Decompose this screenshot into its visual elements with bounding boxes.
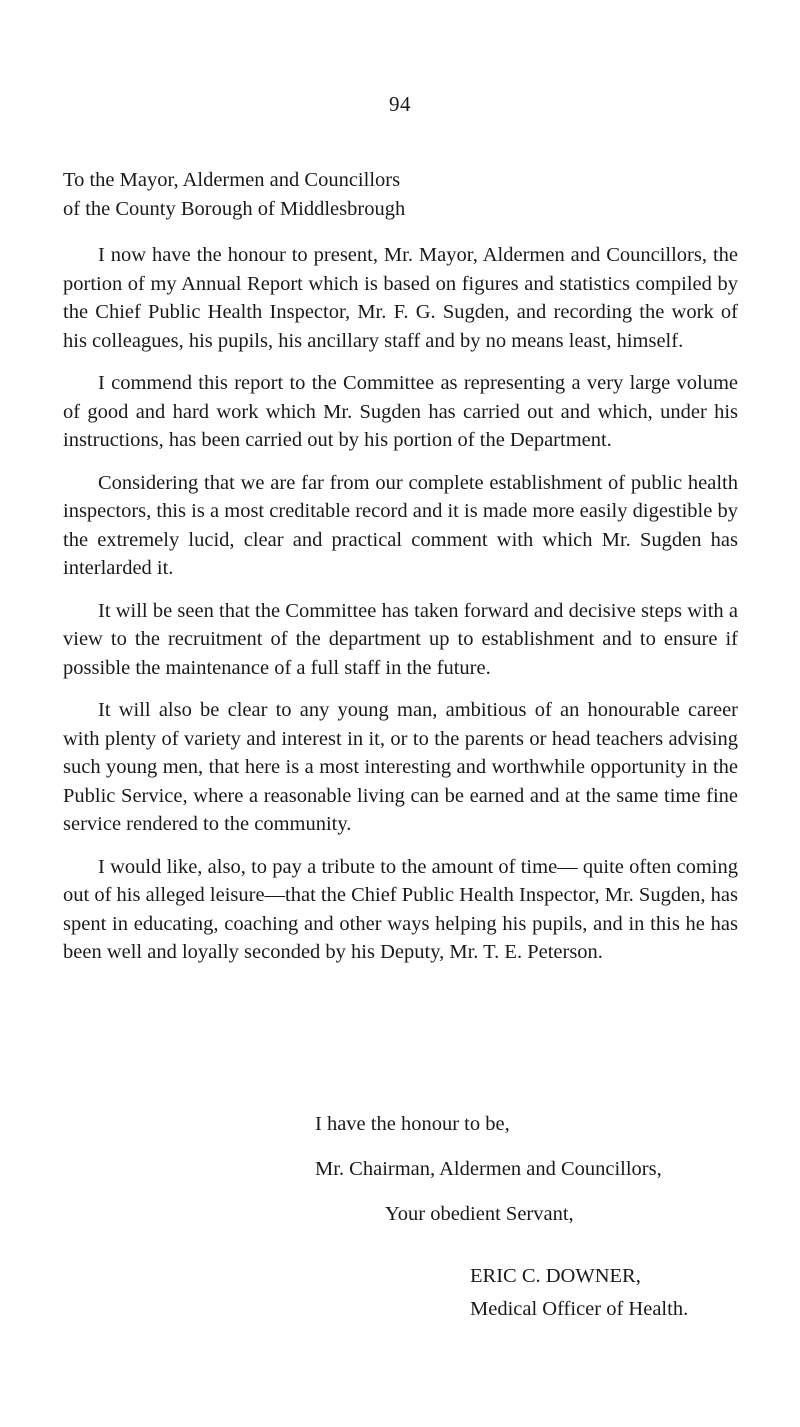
closing-servant: Your obedient Servant, <box>385 1203 574 1225</box>
closing-salutation: Mr. Chairman, Aldermen and Councillors, <box>315 1158 662 1180</box>
paragraph-5: It will also be clear to any young man, ambitious of an honourable career with plenty of variety and interest in it, or to the parents or head teachers advising such young men, that here is a most interesting and worthwhile opportunity in the Public Service, where a reasonable living can be earned and at the same time fine service rendered to the community. <box>63 699 738 835</box>
addressee-block <box>63 166 738 223</box>
signature-title: Medical Officer of Health. <box>470 1298 689 1320</box>
paragraph-4: It will be seen that the Committee has taken forward and decisive steps with a view to the recruitment of the department up to establishment and to ensure if possible the maintenance of a full staff in the future. <box>63 599 738 679</box>
addressee-line-2: of the County Borough of Middlesbrough <box>63 197 406 220</box>
paragraph-1: I now have the honour to present, Mr. Mayor, Aldermen and Councillors, the portion of my Annual Report which is based on figures and statistics compiled by the Chief Public Health Inspector, Mr. F. G. Sugden, and recording the work of his colleagues, his pupils, his ancillary staff and by no means least, himself. <box>63 244 738 352</box>
signature-name: ERIC C. DOWNER, <box>470 1265 641 1287</box>
paragraph-2: I commend this report to the Committee as representing a very large volume of good and hard work which Mr. Sugden has carried out and which, under his instructions, has been carried out by his portion of the Department. <box>63 372 738 451</box>
paragraph-3: Considering that we are far from our complete establishment of public health inspectors, this is a most creditable record and it is made more easily digestible by the extremely lucid, clear and practical comment with which Mr. Sugden has interlarded it. <box>63 471 738 579</box>
page-number: 94 <box>389 92 411 116</box>
addressee-line-1: To the Mayor, Aldermen and Councillors <box>63 169 401 191</box>
paragraph-6: I would like, also, to pay a tribute to the amount of time— quite often coming out of his alleged leisure—that the Chief Public Health Inspector, Mr. Sugden, has spent in educating, coaching and other ways helping his pupils, and in this he has been well and loyally seconded by his Deputy, Mr. T. E. Peterson. <box>63 855 738 963</box>
letter-body <box>63 166 738 967</box>
closing-honour: I have the honour to be, <box>315 1113 510 1135</box>
